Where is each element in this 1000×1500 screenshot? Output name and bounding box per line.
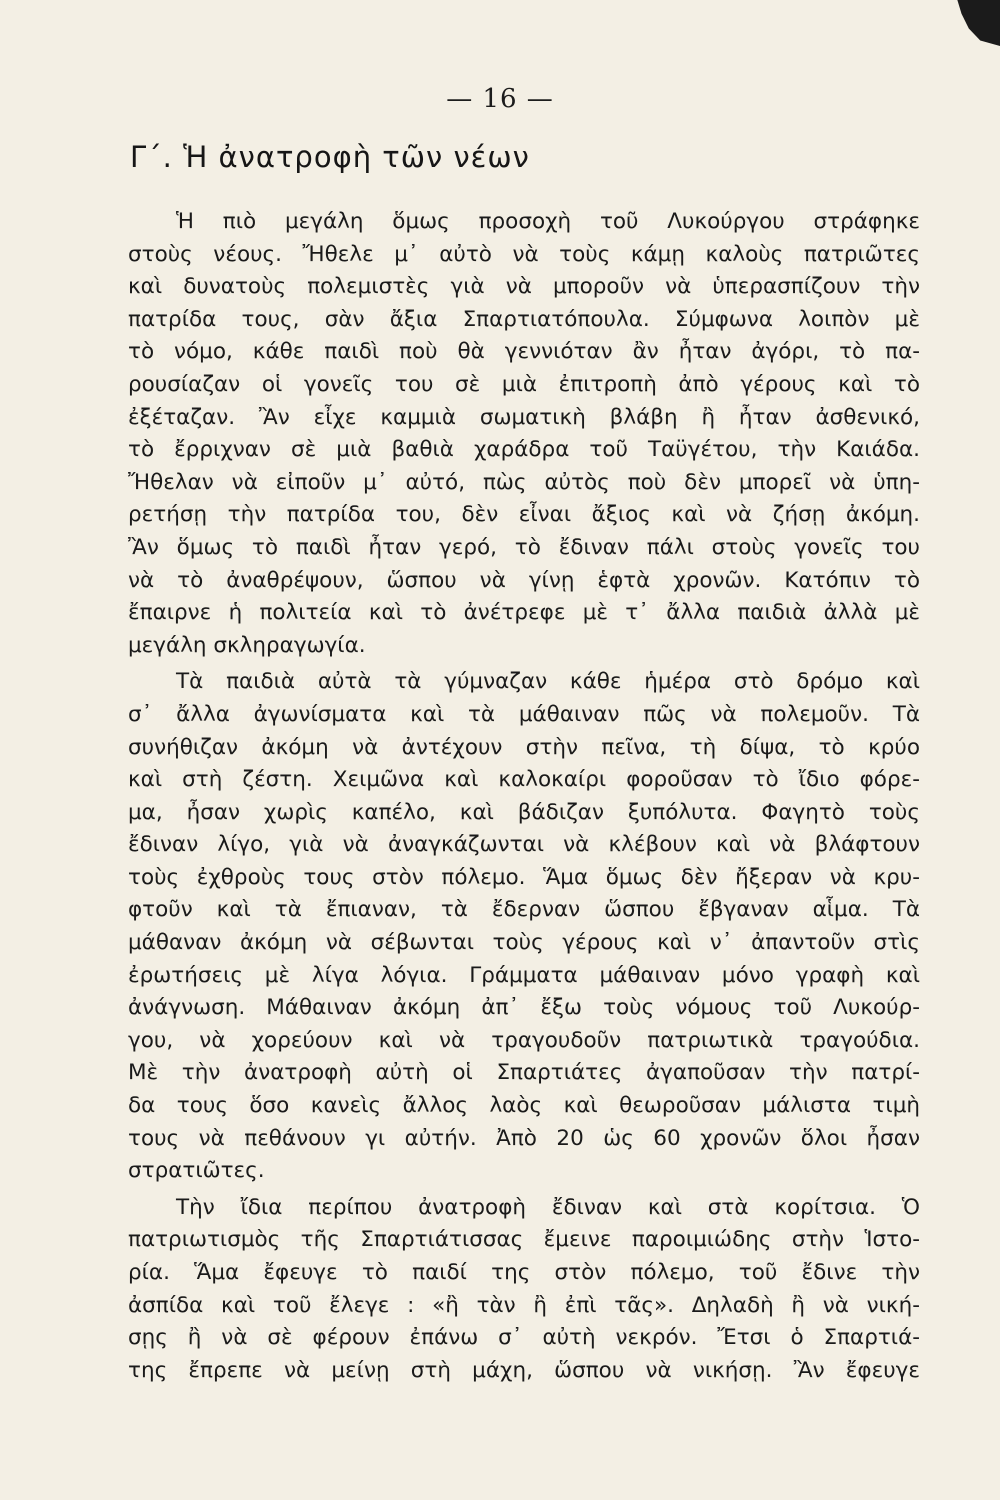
text-line: ἐρωτήσεις μὲ λίγα λόγια. Γράμματα μάθαιναν μόνο γραφὴ καὶ — [128, 962, 920, 988]
text-line: μα, ἦσαν χωρὶς καπέλο, καὶ βάδιζαν ξυπόλυτα. Φαγητὸ τοὺς — [128, 799, 920, 825]
text-line: ἐξέταζαν. Ἂν εἶχε καμμιὰ σωματικὴ βλάβη ἢ ἦταν ἀσθενικό, — [128, 404, 920, 430]
body-text — [128, 206, 920, 1387]
text-line: Ἡ πιὸ μεγάλη ὅμως προσοχὴ τοῦ Λυκούργου στράφηκε — [176, 209, 920, 234]
text-line: ρουσίαζαν οἱ γονεῖς του σὲ μιὰ ἐπιτροπὴ ἀπὸ γέρους καὶ τὸ — [128, 371, 920, 397]
paragraph-1 — [128, 206, 920, 662]
text-line: μάθαναν ἀκόμη νὰ σέβωνται τοὺς γέρους καὶ ν᾿ ἀπαντοῦν στὶς — [128, 930, 920, 956]
page-number: — 16 — — [446, 84, 554, 114]
text-line: τὸ ἔρριχναν σὲ μιὰ βαθιὰ χαράδρα τοῦ Ταϋγέτου, τὴν Καιάδα. — [128, 437, 920, 463]
text-line: συνήθιζαν ἀκόμη νὰ ἀντέχουν στὴν πεῖνα, τὴ δίψα, τὸ κρύο — [128, 734, 920, 760]
text-line: σ᾿ ἄλλα ἀγωνίσματα καὶ τὰ μάθαιναν πῶς νὰ πολεμοῦν. Τὰ — [128, 701, 920, 727]
text-line: ἔπαιρνε ἡ πολιτεία καὶ τὸ ἀνέτρεφε μὲ τ᾿ ἄλλα παιδιὰ ἀλλὰ μὲ — [128, 600, 920, 626]
text-line: στρατιῶτες. — [128, 1158, 265, 1184]
text-line: καὶ δυνατοὺς πολεμιστὲς γιὰ νὰ μποροῦν νὰ ὑπερασπίζουν τὴν — [128, 274, 920, 300]
text-line: ἀνάγνωση. Μάθαιναν ἀκόμη ἀπ᾿ ἔξω τοὺς νόμους τοῦ Λυκούρ- — [128, 995, 920, 1021]
text-line: ἀσπίδα καὶ τοῦ ἔλεγε : «ἢ τὰν ἢ ἐπὶ τᾶς». Δηλαδὴ ἢ νὰ νική- — [128, 1292, 920, 1318]
torn-corner-mark — [948, 0, 1000, 46]
text-line: τὸ νόμο, κάθε παιδὶ ποὺ θὰ γεννιόταν ἂν ἦταν ἀγόρι, τὸ πα- — [128, 339, 920, 365]
text-line: της ἔπρεπε νὰ μείνῃ στὴ μάχη, ὥσπου νὰ νικήσῃ. Ἂν ἔφευγε — [128, 1357, 920, 1383]
text-line: ἔδιναν λίγο, γιὰ νὰ ἀναγκάζωνται νὰ κλέβουν καὶ νὰ βλάφτουν — [128, 832, 920, 858]
chapter-title: Γ΄. Ἡ ἀνατροφὴ τῶν νέων — [130, 140, 530, 174]
text-line: καὶ στὴ ζέστη. Χειμῶνα καὶ καλοκαίρι φοροῦσαν τὸ ἴδιο φόρε- — [128, 767, 920, 793]
text-line: μεγάλη σκληραγωγία. — [128, 632, 366, 658]
text-line: ρετήσῃ τὴν πατρίδα του, δὲν εἶναι ἄξιος καὶ νὰ ζήσῃ ἀκόμη. — [128, 502, 920, 528]
text-line: πατρίδα τους, σὰν ἄξια Σπαρτιατόπουλα. Σύμφωνα λοιπὸν μὲ — [128, 306, 920, 332]
text-line: νὰ τὸ ἀναθρέψουν, ὥσπου νὰ γίνῃ ἑφτὰ χρονῶν. Κατόπιν τὸ — [128, 567, 920, 593]
text-line: Ἂν ὅμως τὸ παιδὶ ἦταν γερό, τὸ ἔδιναν πάλι στοὺς γονεῖς του — [128, 534, 920, 560]
text-line: πατριωτισμὸς τῆς Σπαρτιάτισσας ἔμεινε παροιμιώδης στὴν Ἱστο- — [128, 1227, 920, 1253]
text-line: γου, νὰ χορεύουν καὶ νὰ τραγουδοῦν πατριωτικὰ τραγούδια. — [128, 1027, 920, 1053]
text-line: τοὺς ἐχθροὺς τους στὸν πόλεμο. Ἅμα ὅμως δὲν ἤξεραν νὰ κρυ- — [128, 864, 920, 890]
text-line: φτοῦν καὶ τὰ ἔπιαναν, τὰ ἔδερναν ὥσπου ἔβγαναν αἷμα. Τὰ — [128, 897, 920, 923]
text-line: ρία. Ἅμα ἔφευγε τὸ παιδί της στὸν πόλεμο, τοῦ ἔδινε τὴν — [128, 1260, 920, 1285]
text-line: Μὲ τὴν ἀνατροφὴ αὐτὴ οἱ Σπαρτιάτες ἀγαποῦσαν τὴν πατρί- — [128, 1060, 920, 1086]
text-line: σῃς ἢ νὰ σὲ φέρουν ἐπάνω σ᾿ αὐτὴ νεκρόν. Ἔτσι ὁ Σπαρτιά- — [128, 1325, 920, 1351]
text-line: δα τους ὅσο κανεὶς ἄλλος λαὸς καὶ θεωροῦσαν μάλιστα τιμὴ — [128, 1093, 920, 1119]
text-line: στοὺς νέους. Ἤθελε μ᾿ αὐτὸ νὰ τοὺς κάμῃ καλοὺς πατριῶτες — [128, 241, 920, 267]
text-line: Ἤθελαν νὰ εἰποῦν μ᾿ αὐτό, πὼς αὐτὸς ποὺ δὲν μπορεῖ νὰ ὑπη- — [128, 469, 920, 495]
paragraph-2 — [128, 666, 920, 1188]
text-line: Τὰ παιδιὰ αὐτὰ τὰ γύμναζαν κάθε ἡμέρα στὸ δρόμο καὶ — [176, 669, 920, 695]
text-line: τους νὰ πεθάνουν γι αὐτήν. Ἀπὸ 20 ὡς 60 χρονῶν ὅλοι ἦσαν — [128, 1125, 920, 1151]
text-line: Τὴν ἴδια περίπου ἀνατροφὴ ἔδιναν καὶ στὰ κορίτσια. Ὁ — [176, 1194, 920, 1220]
paragraph-3 — [128, 1192, 920, 1388]
